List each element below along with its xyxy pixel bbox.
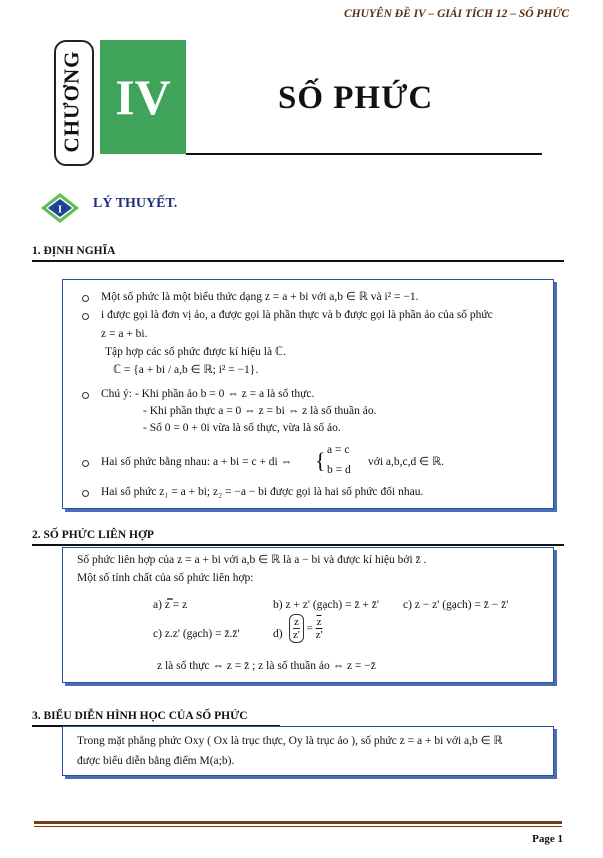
heading-definition: 1. ĐỊNH NGHĨA — [32, 245, 116, 257]
fraction-formula: $\frac{z}{z'}$ = $\frac{\overline{z}}{z'}$ — [289, 614, 322, 643]
footer-rule-thin — [34, 826, 562, 827]
def-line-2: i được gọi là đơn vị ảo, a được gọi là phần thực và b được gọi là phần ảo của số phức — [101, 309, 493, 321]
conj-prop-d: d) — [273, 628, 283, 640]
conj-prop-cc: c) z.z' (gạch) = z̄.z̄' — [153, 628, 240, 640]
def-line-9-eq1: a = c — [327, 444, 350, 456]
conj-line-3: z là số thực ⇔ z = z̄ ; z là số thuần ảo ⇔ z = −z̄ — [157, 660, 376, 672]
def-line-5: ℂ = {a + bi / a,b ∈ ℝ; i² = −1}. — [113, 364, 259, 376]
def-line-9-eq2: b = d — [327, 464, 351, 476]
bullet-icon — [82, 392, 89, 399]
svg-text:I: I — [57, 203, 63, 216]
page-number: Page 1 — [532, 833, 563, 845]
def-line-9-tail: với a,b,c,d ∈ ℝ. — [368, 456, 444, 468]
def-line-1: Một số phức là một biểu thức dạng z = a + bi với a,b ∈ ℝ và i² = −1. — [101, 291, 419, 303]
def-line-8: - Số 0 = 0 + 0i vừa là số thực, vừa là số ảo. — [143, 422, 341, 434]
section-badge — [40, 192, 80, 224]
conjugate-box — [62, 547, 554, 683]
def-line-10: Hai số phức z₁ = a + bi; z₂ = −a − bi được gọi là hai số phức đối nhau. — [101, 486, 424, 498]
chapter-title: SỐ PHỨC — [278, 80, 434, 116]
geo-line-1: Trong mặt phẳng phức Oxy ( Ox là trục thực, Oy là trục ảo ), số phức z = a + bi với a,b ∈ ℝ — [77, 735, 503, 747]
footer-rule — [34, 821, 562, 824]
title-underline — [186, 153, 542, 155]
geometric-box — [62, 726, 554, 776]
bullet-icon — [82, 295, 89, 302]
page-header: CHUYÊN ĐỀ IV – GIẢI TÍCH 12 – SỐ PHỨC — [343, 8, 569, 20]
heading-underline — [32, 260, 564, 262]
heading-conjugate: 2. SỐ PHỨC LIÊN HỢP — [32, 529, 154, 541]
def-line-6: Chú ý: - Khi phần ảo b = 0 ⇔ z = a là số thực. — [101, 388, 315, 400]
geo-line-2: được biểu diễn bằng điểm M(a;b). — [77, 755, 235, 767]
def-line-7: - Khi phần thực a = 0 ⇔ z = bi ⇔ z là số thuần ảo. — [143, 405, 377, 417]
diamond-icon — [40, 192, 80, 224]
conj-prop-b: b) z + z' (gạch) = z̄ + z̄' — [273, 599, 379, 611]
bullet-icon — [82, 313, 89, 320]
bullet-icon — [82, 460, 89, 467]
bullet-icon — [82, 490, 89, 497]
conj-line-2: Một số tính chất của số phức liên hợp: — [77, 572, 254, 584]
def-line-9: Hai số phức bằng nhau: a + bi = c + di ⇔ — [101, 456, 293, 468]
definition-box — [62, 279, 554, 509]
brace-icon: { — [315, 448, 326, 473]
def-line-4: Tập hợp các số phức được kí hiệu là ℂ. — [105, 346, 286, 358]
heading-underline — [32, 544, 564, 546]
chapter-label: CHƯƠNG — [59, 49, 84, 153]
conj-prop-c: c) z − z' (gạch) = z̄ − z̄' — [403, 599, 509, 611]
conj-line-1: Số phức liên hợp của z = a + bi với a,b ∈ ℝ là a − bi và được kí hiệu bởi z̄ . — [77, 554, 427, 566]
heading-geometric: 3. BIỂU DIỄN HÌNH HỌC CỦA SỐ PHỨC — [32, 710, 248, 722]
conj-prop-a: a) z̿ = z — [153, 599, 188, 611]
section-title: LÝ THUYẾT. — [93, 196, 178, 211]
def-line-3: z = a + bi. — [101, 328, 148, 340]
chapter-number: IV — [100, 40, 186, 154]
